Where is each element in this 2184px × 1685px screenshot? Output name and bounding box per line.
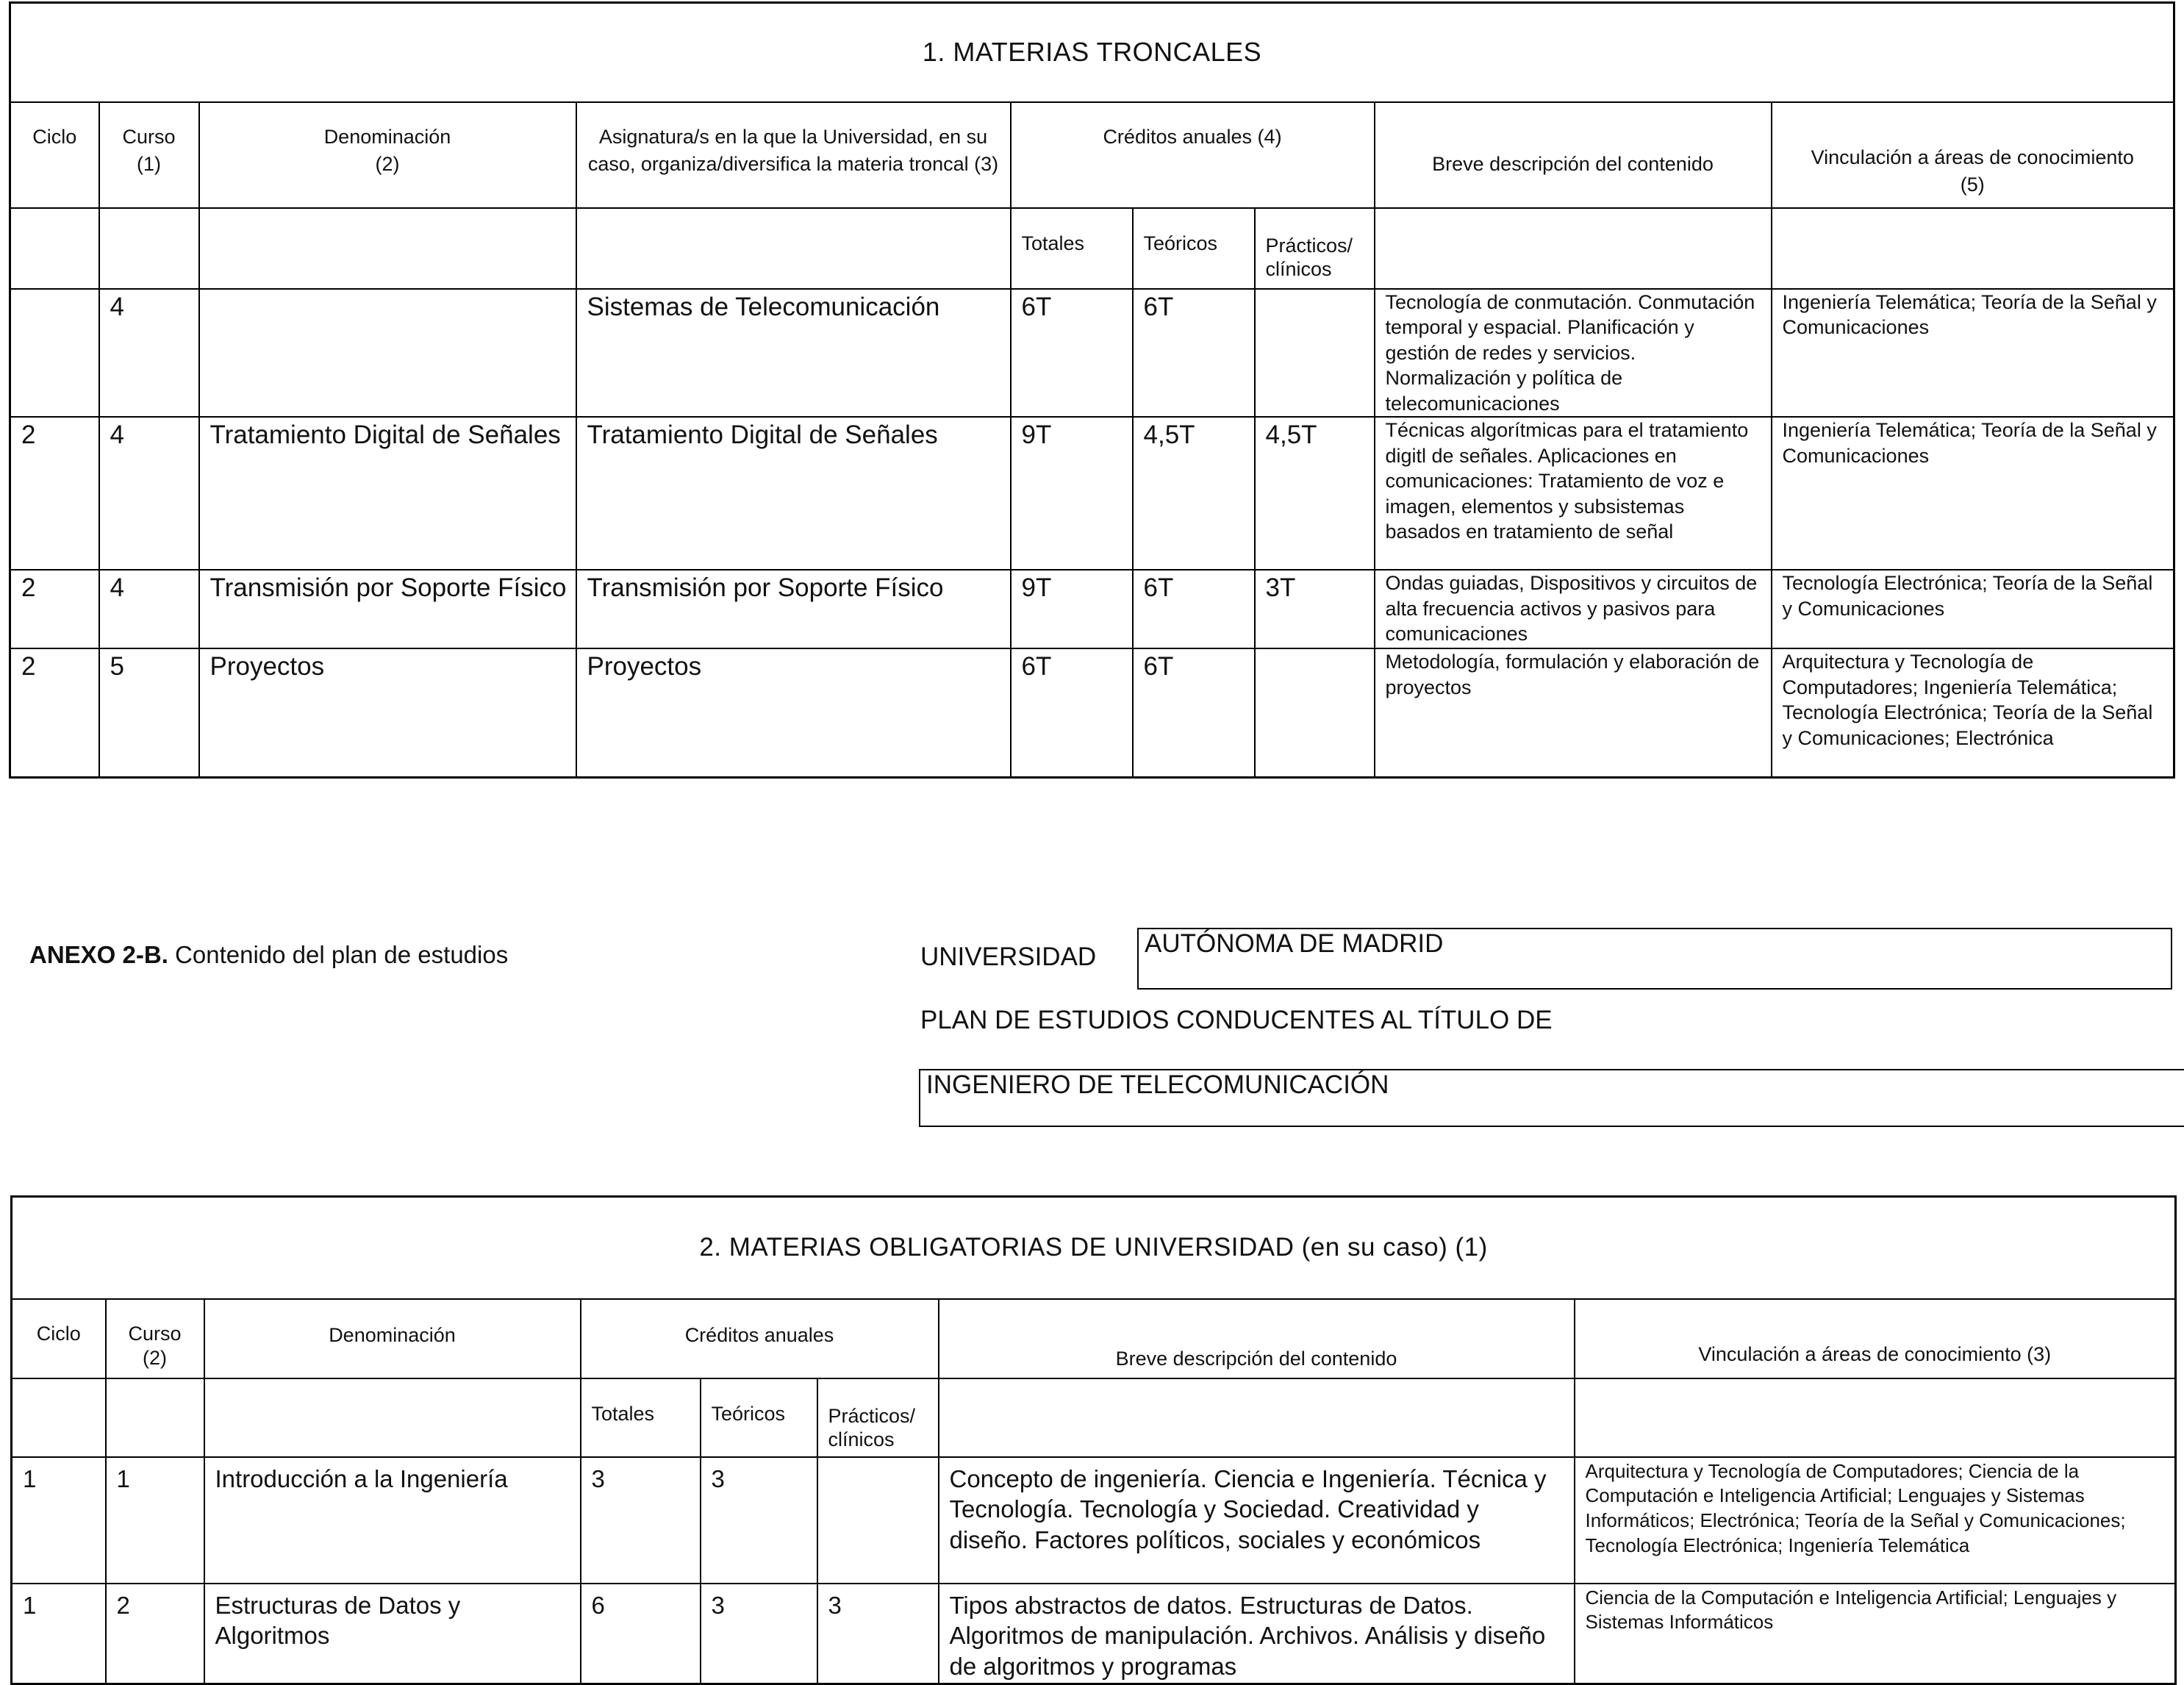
cell-vinculacion: Arquitectura y Tecnología de Computadores; Ciencia de la Computación e Inteligencia Artificial; Lenguajes y Sistemas Informáticos; Electrónica; Teoría de la Señal y Comunicaciones; Tecnología Electrónica; Ingeniería Telemática [1575, 1457, 2176, 1584]
titulo-field [919, 1069, 2184, 1127]
col-header-descripcion: Breve descripción del contenido [939, 1299, 1575, 1378]
cell-asignatura: Tratamiento Digital de Señales [576, 417, 1011, 570]
cell-teoricos: 6T [1133, 570, 1255, 648]
col-header-curso: Curso (2) [106, 1299, 204, 1378]
anexo-heading [29, 941, 508, 969]
col-header-asignatura: Asignatura/s en la que la Universidad, en su caso, organiza/diversifica la materia troncal (3) [576, 102, 1011, 208]
cell-curso: 5 [99, 648, 199, 777]
subheader-empty [204, 1378, 581, 1457]
cell-totales: 3 [581, 1457, 701, 1584]
table-row [12, 1457, 2176, 1584]
cell-practicos [817, 1457, 939, 1584]
cell-ciclo: 1 [12, 1457, 106, 1584]
col-header-totales: Totales [581, 1378, 701, 1457]
plan-label: PLAN DE ESTUDIOS CONDUCENTES AL TÍTULO DE [920, 1006, 1553, 1034]
cell-practicos [1255, 648, 1375, 777]
cell-totales: 6 [581, 1584, 701, 1684]
col-header-practicos: Prácticos/ clínicos [1255, 208, 1375, 289]
col-header-teoricos: Teóricos [701, 1378, 817, 1457]
cell-curso: 4 [99, 417, 199, 570]
table-row [12, 1584, 2176, 1684]
cell-asignatura: Transmisión por Soporte Físico [576, 570, 1011, 648]
cell-practicos [1255, 289, 1375, 418]
subheader-empty [99, 208, 199, 289]
cell-totales: 6T [1011, 648, 1133, 777]
cell-denominacion: Tratamiento Digital de Señales [199, 417, 576, 570]
cell-curso: 1 [106, 1457, 204, 1584]
cell-descripcion: Técnicas algorítmicas para el tratamiento digitl de señales. Aplicaciones en comunicaciones: Tratamiento de voz e imagen, elementos y subsistemas basados en tratamiento de señal [1375, 417, 1772, 570]
cell-asignatura: Sistemas de Telecomunicación [576, 289, 1011, 418]
titulo-value: INGENIERO DE TELECOMUNICACIÓN [926, 1070, 1389, 1099]
table-row [10, 289, 2174, 418]
cell-denominacion: Proyectos [199, 648, 576, 777]
col-header-totales: Totales [1011, 208, 1133, 289]
col-header-practicos: Prácticos/ clínicos [817, 1378, 939, 1457]
cell-vinculacion: Ingeniería Telemática; Teoría de la Señal y Comunicaciones [1772, 289, 2174, 418]
subheader-empty [10, 208, 99, 289]
table2-title: 2. MATERIAS OBLIGATORIAS DE UNIVERSIDAD (en su caso) (1) [12, 1197, 2176, 1299]
col-header-curso: Curso (1) [99, 102, 199, 208]
cell-vinculacion: Arquitectura y Tecnología de Computadores; Ingeniería Telemática; Tecnología Electrónica; Teoría de la Señal y Comunicaciones; Electrónica [1772, 648, 2174, 777]
col-header-denominacion: Denominación [204, 1299, 581, 1378]
cell-denominacion: Introducción a la Ingeniería [204, 1457, 581, 1584]
cell-ciclo: 2 [10, 417, 99, 570]
cell-denominacion: Transmisión por Soporte Físico [199, 570, 576, 648]
cell-totales: 9T [1011, 570, 1133, 648]
subheader-empty [12, 1378, 106, 1457]
subheader-empty [1772, 208, 2174, 289]
cell-ciclo: 2 [10, 648, 99, 777]
cell-teoricos: 3 [701, 1457, 817, 1584]
subheader-empty [1375, 208, 1772, 289]
subheader-empty [576, 208, 1011, 289]
cell-ciclo: 1 [12, 1584, 106, 1684]
universidad-label: UNIVERSIDAD [920, 942, 1097, 971]
cell-asignatura: Proyectos [576, 648, 1011, 777]
cell-practicos: 4,5T [1255, 417, 1375, 570]
table-row [10, 570, 2174, 648]
col-header-teoricos: Teóricos [1133, 208, 1255, 289]
cell-ciclo [10, 289, 99, 418]
table-row [10, 417, 2174, 570]
cell-curso: 2 [106, 1584, 204, 1684]
cell-descripcion: Metodología, formulación y elaboración de proyectos [1375, 648, 1772, 777]
cell-teoricos: 3 [701, 1584, 817, 1684]
anexo-label: ANEXO 2-B. [29, 941, 168, 968]
anexo-text: Contenido del plan de estudios [168, 941, 509, 968]
universidad-value: AUTÓNOMA DE MADRID [1145, 929, 1444, 958]
col-header-ciclo: Ciclo [10, 102, 99, 208]
cell-descripcion: Ondas guiadas, Dispositivos y circuitos de alta frecuencia activos y pasivos para comunicaciones [1375, 570, 1772, 648]
cell-curso: 4 [99, 289, 199, 418]
cell-teoricos: 6T [1133, 648, 1255, 777]
table-row [10, 648, 2174, 777]
col-header-creditos: Créditos anuales [581, 1299, 939, 1378]
cell-descripcion: Tecnología de conmutación. Conmutación temporal y espacial. Planificación y gestión de redes y servicios. Normalización y política de telecomunicaciones [1375, 289, 1772, 418]
subheader-empty [1575, 1378, 2176, 1457]
cell-denominacion [199, 289, 576, 418]
table1-title: 1. MATERIAS TRONCALES [10, 3, 2174, 102]
cell-practicos: 3 [817, 1584, 939, 1684]
materias-troncales-table [9, 1, 2175, 779]
col-header-creditos: Créditos anuales (4) [1011, 102, 1375, 208]
col-header-descripcion: Breve descripción del contenido [1375, 102, 1772, 208]
col-header-vinculacion: Vinculación a áreas de conocimiento (3) [1575, 1299, 2176, 1378]
cell-totales: 9T [1011, 417, 1133, 570]
cell-totales: 6T [1011, 289, 1133, 418]
subheader-empty [939, 1378, 1575, 1457]
subheader-empty [106, 1378, 204, 1457]
cell-ciclo: 2 [10, 570, 99, 648]
cell-practicos: 3T [1255, 570, 1375, 648]
cell-descripcion: Concepto de ingeniería. Ciencia e Ingeniería. Técnica y Tecnología. Tecnología y Sociedad. Creatividad y diseño. Factores políticos, sociales y económicos [939, 1457, 1575, 1584]
cell-vinculacion: Ingeniería Telemática; Teoría de la Señal y Comunicaciones [1772, 417, 2174, 570]
universidad-field [1137, 928, 2172, 990]
col-header-ciclo: Ciclo [12, 1299, 106, 1378]
cell-teoricos: 4,5T [1133, 417, 1255, 570]
col-header-denominacion: Denominación (2) [199, 102, 576, 208]
subheader-empty [199, 208, 576, 289]
materias-obligatorias-table [10, 1195, 2177, 1685]
cell-teoricos: 6T [1133, 289, 1255, 418]
cell-descripcion: Tipos abstractos de datos. Estructuras de Datos. Algoritmos de manipulación. Archivos. Análisis y diseño de algoritmos y programas [939, 1584, 1575, 1684]
cell-vinculacion: Tecnología Electrónica; Teoría de la Señal y Comunicaciones [1772, 570, 2174, 648]
col-header-vinculacion: Vinculación a áreas de conocimiento (5) [1772, 102, 2174, 208]
cell-vinculacion: Ciencia de la Computación e Inteligencia Artificial; Lenguajes y Sistemas Informáticos [1575, 1584, 2176, 1684]
cell-curso: 4 [99, 570, 199, 648]
cell-denominacion: Estructuras de Datos y Algoritmos [204, 1584, 581, 1684]
